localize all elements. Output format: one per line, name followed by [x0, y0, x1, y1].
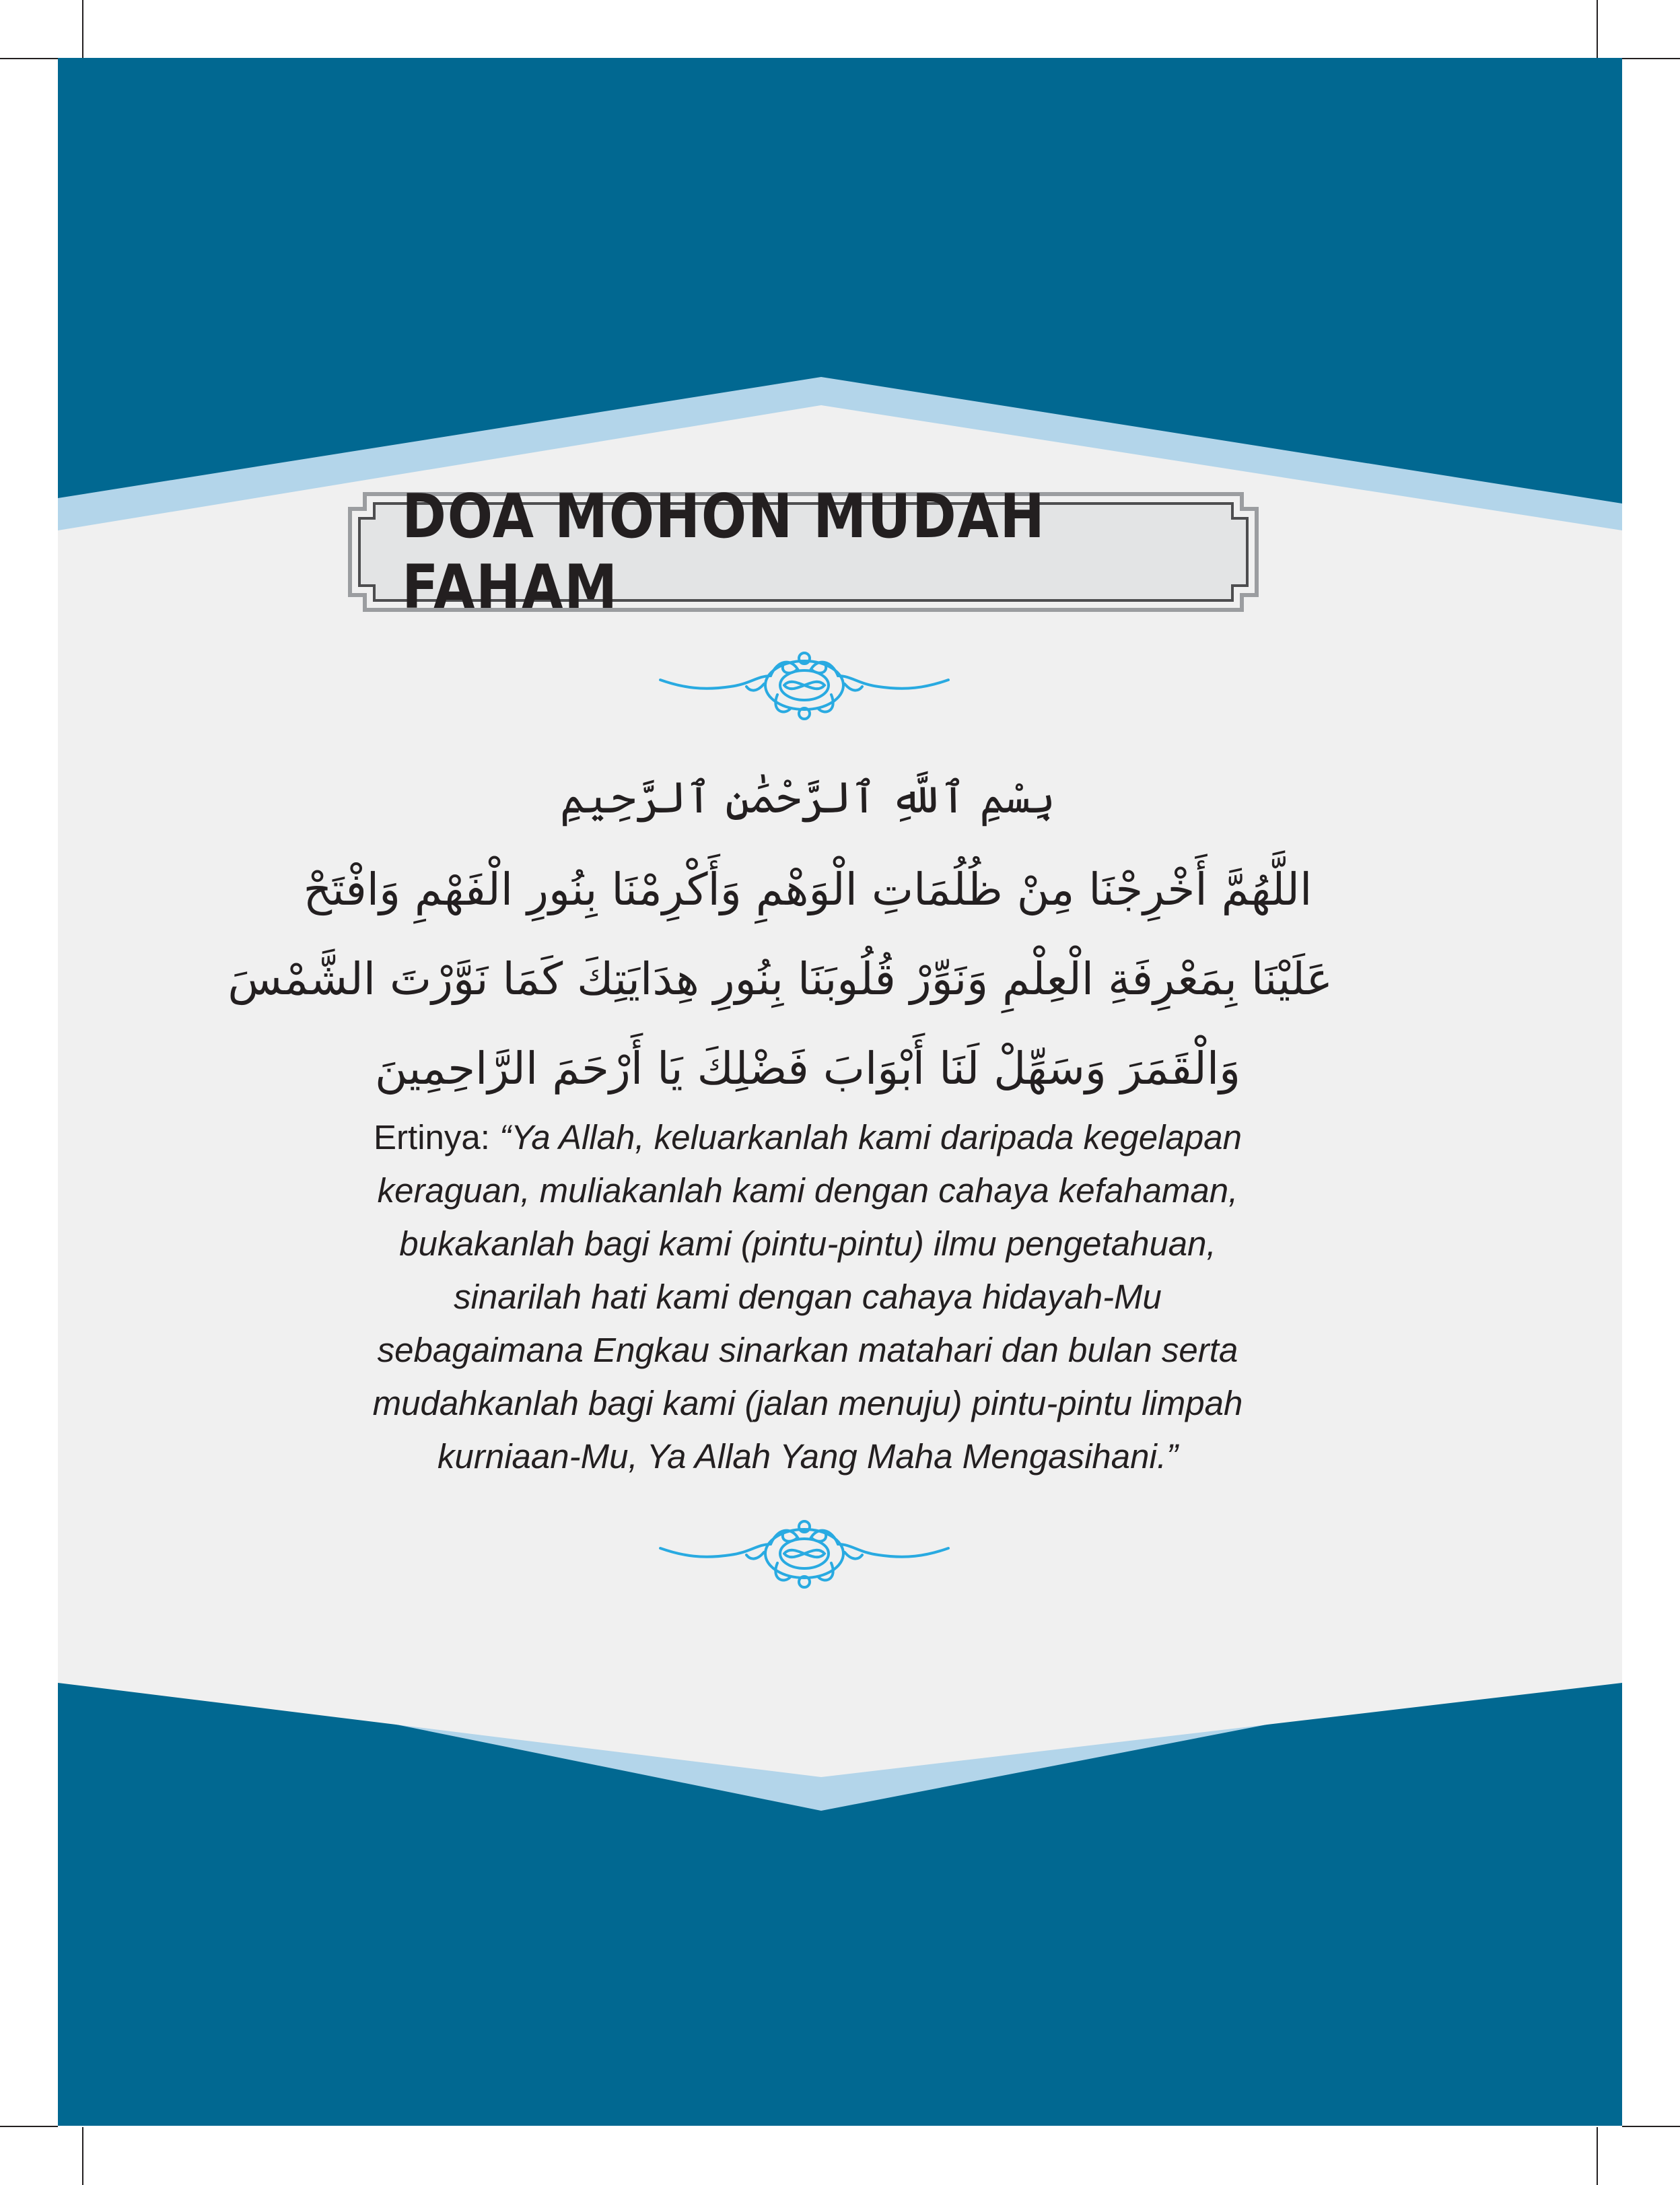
translation-prefix: Ertinya: — [374, 1118, 500, 1156]
translation-line — [283, 1111, 1333, 1164]
translation-text — [283, 1111, 1333, 1483]
title-box — [347, 481, 1259, 623]
translation-line: mudahkanlah bagi kami (jalan menuju) pintu-pintu limpah — [372, 1384, 1243, 1422]
translation-line: sebagaimana Engkau sinarkan matahari dan bulan serta — [377, 1331, 1238, 1369]
translation-line: sinarilah hati kami dengan cahaya hidayah-Mu — [454, 1278, 1162, 1316]
arabic-prayer-text — [228, 845, 1333, 1113]
arabic-line: عَلَيْنَا بِمَعْرِفَةِ الْعِلْمِ وَنَوِّرْ قُلُوبَنَا بِنُورِ هِدَايَتِكَ كَمَا نَوَّرْتَ الشَّمْسَ — [228, 953, 1333, 1005]
arabic-line: وَالْقَمَرَ وَسَهِّلْ لَنَا أَبْوَابَ فَضْلِكَ يَا أَرْحَمَ الرَّاحِمِينَ — [374, 1043, 1241, 1095]
flourish-ornament-icon — [656, 1515, 952, 1595]
translation-line: kurniaan-Mu, Ya Allah Yang Maha Mengasihani.” — [438, 1437, 1178, 1476]
page-title: DOA MOHON MUDAH FAHAM — [402, 481, 1046, 623]
arabic-line: اللَّهُمَّ أَخْرِجْنَا مِنْ ظُلُمَاتِ الْوَهْمِ وَأَكْرِمْنَا بِنُورِ الْفَهْمِ وَافْتَحْ — [303, 864, 1312, 915]
basmala: بِسْمِ ٱللَّهِ ٱلرَّحْمَٰنِ ٱلرَّحِيمِ — [559, 773, 1056, 823]
translation-line: bukakanlah bagi kami (pintu-pintu) ilmu pengetahuan, — [399, 1224, 1216, 1263]
translation-line-text: “Ya Allah, keluarkanlah kami daripada kegelapan — [499, 1118, 1242, 1156]
translation-line: keraguan, muliakanlah kami dengan cahaya kefahaman, — [377, 1171, 1238, 1210]
flourish-ornament-icon — [656, 646, 952, 727]
